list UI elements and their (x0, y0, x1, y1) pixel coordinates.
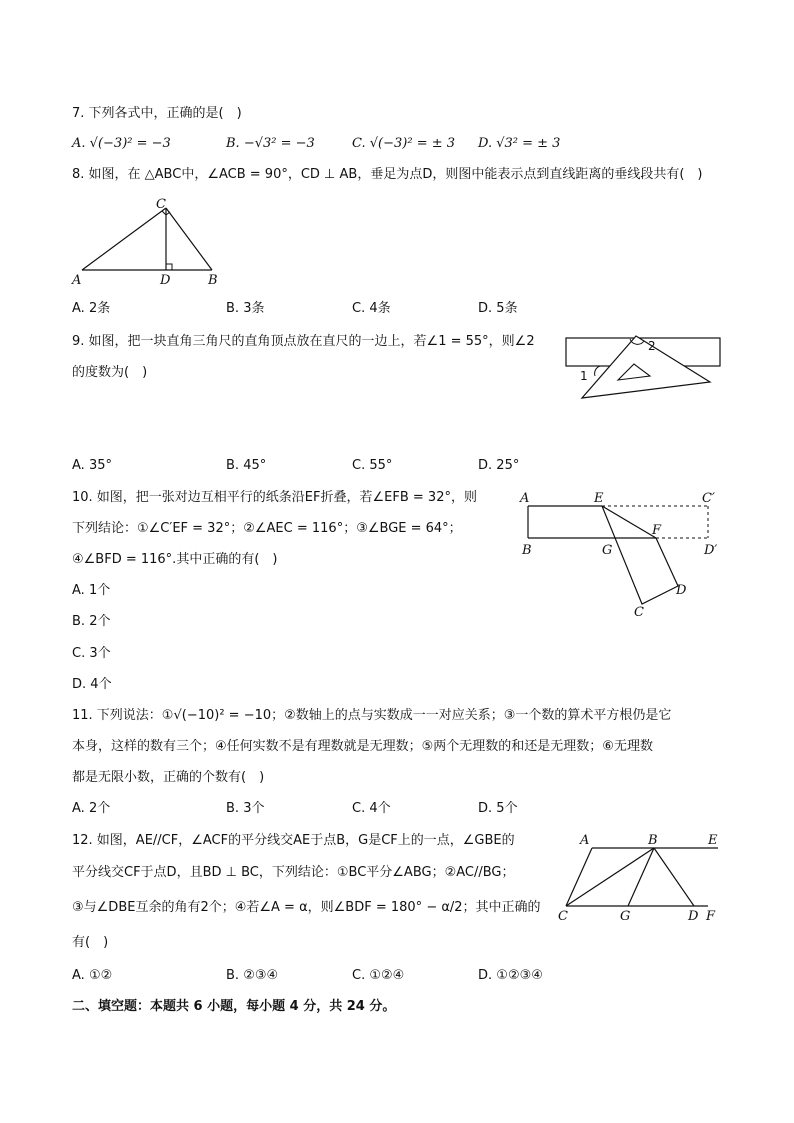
q12-option-a: A. ①② (72, 968, 113, 983)
q8-line-bc (166, 208, 212, 270)
section-2-heading: 二、填空题：本题共 6 小题，每小题 4 分，共 24 分。 (72, 999, 396, 1014)
q12-label-a: A (580, 833, 590, 848)
q9-option-b: B. 45° (226, 458, 267, 473)
q8-option-d: D. 5条 (478, 301, 518, 316)
q8-label-d: D (160, 273, 171, 288)
q9-label-2: 2 (648, 339, 656, 353)
q11-option-c: C. 4个 (352, 801, 391, 816)
q12-option-b: B. ②③④ (226, 968, 279, 983)
q8-line-ac (82, 208, 166, 270)
q7-option-b: B. −√3² = −3 (226, 136, 315, 151)
q12-label-d: D (688, 909, 699, 924)
q9-option-d: D. 25° (478, 458, 520, 473)
q12-label-g: G (620, 909, 631, 924)
q8-triangle-figure (68, 196, 228, 292)
q12-stem-line2: 平分线交CF于点D，且BD ⊥ BC，下列结论：①BC平分∠ABG；②AC//BG； (72, 865, 515, 880)
q12-stem-line1: 12. 如图，AE//CF，∠ACF的平分线交AE于点B，G是CF上的一点，∠GBE的 (72, 833, 515, 848)
q11-option-b: B. 3个 (226, 801, 265, 816)
q10-stem-line1: 10. 如图，把一张对边互相平行的纸条沿EF折叠，若∠EFB = 32°，则 (72, 490, 477, 505)
q10-label-c: C (634, 605, 644, 620)
q10-stem-line2: 下列结论：①∠C′EF = 32°；②∠AEC = 116°；③∠BGE = 64°； (72, 521, 462, 536)
q8-option-a: A. 2条 (72, 301, 111, 316)
q9-option-c: C. 55° (352, 458, 393, 473)
q12-option-d: D. ①②③④ (478, 968, 543, 983)
q10-label-d: D (676, 583, 687, 598)
q10-label-c1: C′ (702, 491, 715, 506)
q8-stem: 8. 如图，在 △ABC中，∠ACB = 90°，CD ⊥ AB，垂足为点D，则图中能表示点到直线距离的垂线段共有( ) (72, 167, 703, 182)
q12-line-bd (654, 848, 694, 906)
q10-label-e: E (594, 491, 604, 506)
q11-stem-line2: 本身，这样的数有三个；④任何实数不是有理数就是无理数；⑤两个无理数的和还是无理数；⑥无理数 (72, 739, 653, 754)
q10-label-g: G (602, 543, 613, 558)
q9-angle-1-arc (595, 366, 600, 376)
q12-label-e: E (708, 833, 718, 848)
q9-stem-line1: 9. 如图，把一块直角三角尺的直角顶点放在直尺的一边上，若∠1 = 55°，则∠2 (72, 334, 535, 349)
q11-stem-line1: 11. 下列说法：①√(−10)² = −10；②数轴上的点与实数成一一对应关系；③一个数的算术平方根仍是它 (72, 708, 672, 723)
q11-option-d: D. 5个 (478, 801, 518, 816)
q8-option-c: C. 4条 (352, 301, 391, 316)
q8-label-b: B (208, 273, 218, 288)
q9-set-square (582, 336, 710, 398)
q12-option-c: C. ①②④ (352, 968, 405, 983)
q10-option-d: D. 4个 (72, 677, 112, 692)
q9-stem-line2: 的度数为( ) (72, 365, 148, 380)
q9-option-a: A. 35° (72, 458, 112, 473)
q12-label-b: B (648, 833, 658, 848)
q10-fold-line-ef (602, 506, 656, 538)
q7-option-c: C. √(−3)² = ± 3 (352, 136, 456, 151)
q7-option-d: D. √3² = ± 3 (478, 136, 561, 151)
q10-option-b: B. 2个 (72, 614, 111, 629)
q10-option-a: A. 1个 (72, 583, 111, 598)
q9-ruler-triangle-figure (562, 330, 726, 404)
q8-right-angle-d (166, 264, 172, 270)
q10-folded-strip-figure (516, 486, 728, 620)
q12-stem-line3: ③与∠DBE互余的角有2个；④若∠A = α，则∠BDF = 180° − α/2；其中正确的 (72, 900, 541, 915)
q8-label-a: A (72, 273, 82, 288)
q7-stem: 7. 下列各式中，正确的是( ) (72, 106, 242, 121)
q8-label-c: C (156, 197, 166, 212)
q10-label-f: F (652, 523, 662, 538)
q7-option-a: A. √(−3)² = −3 (72, 136, 171, 151)
q11-option-a: A. 2个 (72, 801, 111, 816)
q11-stem-line3: 都是无限小数，正确的个数有( ) (72, 770, 265, 785)
q8-option-b: B. 3条 (226, 301, 265, 316)
q10-label-a: A (520, 491, 530, 506)
q12-parallel-lines-figure (556, 830, 726, 926)
q10-option-c: C. 3个 (72, 646, 111, 661)
q12-label-c: C (558, 909, 568, 924)
q10-folded-flap (602, 506, 678, 604)
q12-label-f: F (706, 909, 716, 924)
q10-label-b: B (522, 543, 532, 558)
q12-stem-line4: 有( ) (72, 935, 109, 950)
q9-label-1: 1 (580, 369, 588, 383)
q10-label-d1: D′ (704, 543, 718, 558)
q10-stem-line3: ④∠BFD = 116°.其中正确的有( ) (72, 552, 278, 567)
